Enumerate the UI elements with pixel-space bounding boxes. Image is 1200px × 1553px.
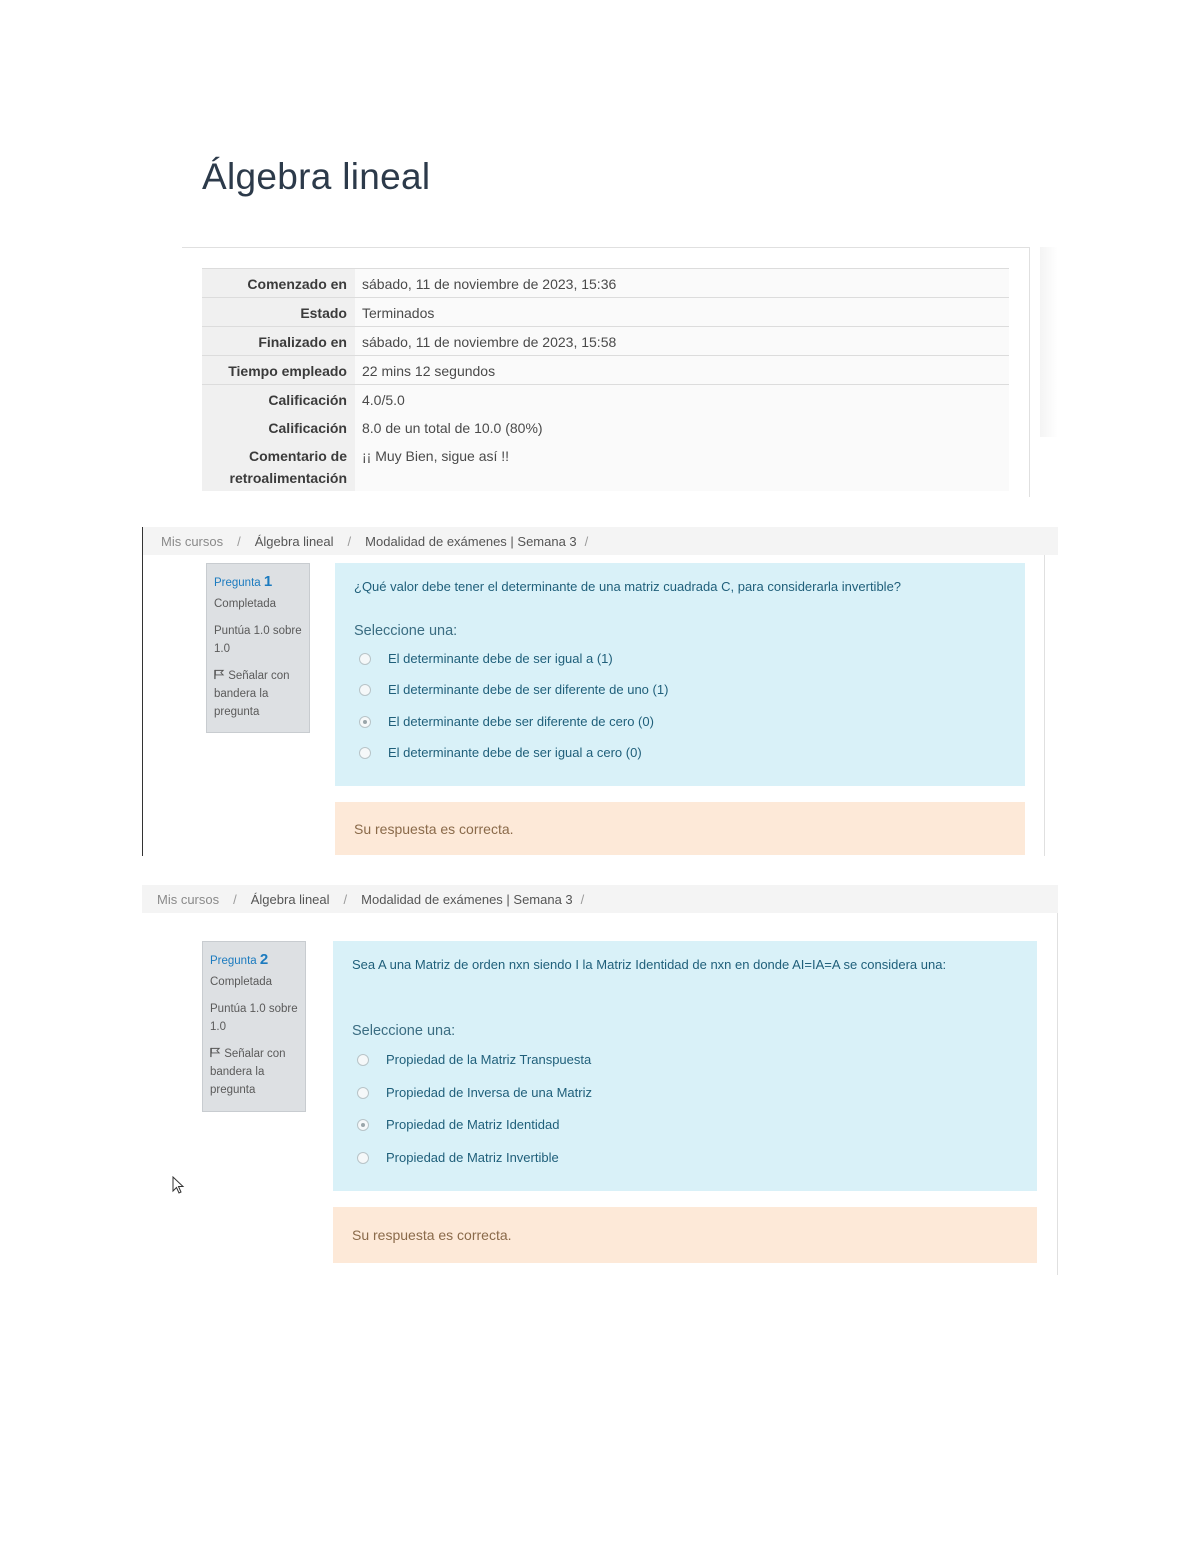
flag-icon [214,669,225,680]
answer-option[interactable]: Propiedad de Matriz Identidad [357,1117,559,1132]
row-label: Finalizado en [202,327,355,356]
table-row [202,441,1009,491]
question-text: Sea A una Matriz de orden nxn siendo I la Matriz Identidad de nxn en donde AI=IA=A se considera una: [352,957,947,972]
row-value: sábado, 11 de noviembre de 2023, 15:36 [355,269,1009,298]
row-value: 4.0/5.0 [355,385,1009,414]
row-label: Comentario de retroalimentación [202,441,355,491]
question-info [206,563,310,733]
radio-button-checked[interactable] [359,716,371,728]
question-state: Completada [210,976,273,988]
question-content [335,563,1025,786]
answer-prompt: Seleccione una: [352,1023,456,1039]
frame-edge [1044,555,1045,856]
breadcrumb-separator: / [584,533,589,549]
breadcrumb-separator: / [347,533,352,549]
table-row [202,413,1009,441]
breadcrumb-separator: / [237,533,241,549]
feedback-message: Su respuesta es correcta. [335,802,1025,855]
breadcrumb [142,885,1058,913]
flag-question-link[interactable]: Señalar con bandera la pregunta [210,1048,286,1096]
row-label: Estado [202,298,355,327]
row-value: 22 mins 12 segundos [355,356,1009,385]
question-state: Completada [214,598,277,610]
panel-shadow [1040,247,1058,437]
question-number: Pregunta 1 [214,573,273,590]
breadcrumb-separator: / [343,891,348,907]
answer-option[interactable]: El determinante debe de ser igual a (1) [359,651,613,666]
breadcrumb [142,527,1058,555]
table-row [202,269,1009,298]
frame-edge [142,527,143,856]
feedback-message: Su respuesta es correcta. [333,1207,1037,1263]
breadcrumb-link-section[interactable]: Modalidad de exámenes | Semana 3 [361,891,573,907]
answer-option[interactable]: Propiedad de Matriz Invertible [357,1150,559,1165]
radio-button[interactable] [359,684,371,696]
row-label: Comenzado en [202,269,355,298]
radio-button[interactable] [357,1054,369,1066]
table-row [202,327,1009,356]
row-label: Calificación [202,413,355,441]
question-text: ¿Qué valor debe tener el determinante de una matriz cuadrada C, para considerarla invertible? [354,579,902,594]
answer-option[interactable]: El determinante debe de ser igual a cero (0) [359,745,642,760]
page-title: Álgebra lineal [202,156,431,197]
flag-icon [210,1047,221,1058]
question-number: Pregunta 2 [210,951,269,968]
breadcrumb-separator: / [580,891,585,907]
mouse-cursor-icon [172,1176,186,1196]
row-label: Tiempo empleado [202,356,355,385]
breadcrumb-link-section[interactable]: Modalidad de exámenes | Semana 3 [365,533,577,549]
row-label: Calificación [202,385,355,414]
answer-option[interactable]: Propiedad de Inversa de una Matriz [357,1085,592,1100]
radio-button[interactable] [359,653,371,665]
flag-question-link[interactable]: Señalar con bandera la pregunta [214,670,290,718]
table-row [202,298,1009,327]
breadcrumb-link-course[interactable]: Álgebra lineal [254,533,334,549]
breadcrumb-separator: / [233,891,237,907]
breadcrumb-link-courses[interactable]: Mis cursos [161,533,224,549]
radio-button-checked[interactable] [357,1119,369,1131]
breadcrumb-link-course[interactable]: Álgebra lineal [250,891,330,907]
table-row [202,385,1009,414]
frame-edge [1057,913,1058,1275]
answer-option[interactable]: Propiedad de la Matriz Transpuesta [357,1052,591,1067]
row-value: Terminados [355,298,1009,327]
row-value: sábado, 11 de noviembre de 2023, 15:58 [355,327,1009,356]
radio-button[interactable] [357,1152,369,1164]
question-info [202,941,306,1112]
breadcrumb-link-courses[interactable]: Mis cursos [157,891,220,907]
answer-option[interactable]: El determinante debe de ser diferente de uno (1) [359,682,668,697]
answer-prompt: Seleccione una: [354,623,458,639]
row-value: ¡¡ Muy Bien, sigue así !! [355,441,1009,491]
question-grade: Puntúa 1.0 sobre 1.0 [210,1003,298,1033]
table-row [202,356,1009,385]
question-content [333,941,1037,1191]
radio-button[interactable] [359,747,371,759]
row-value: 8.0 de un total de 10.0 (80%) [355,413,1009,441]
attempt-summary-table [202,268,1009,491]
question-grade: Puntúa 1.0 sobre 1.0 [214,625,302,655]
radio-button[interactable] [357,1087,369,1099]
answer-option[interactable]: El determinante debe ser diferente de cero (0) [359,714,654,729]
